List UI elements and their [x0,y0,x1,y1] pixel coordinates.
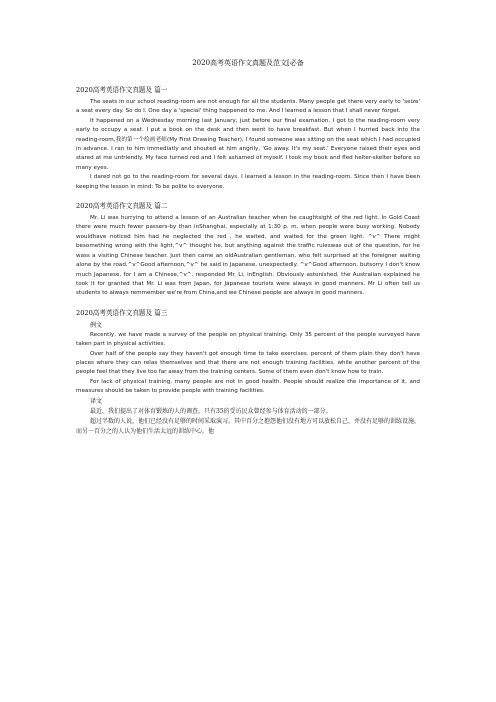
paragraph: The seats in our school reading-room are not enough for all the students. Many people get there very early to 'seize' a seat every day. So do I. One day a 'special' thing happened to me. And I learned a lesson that I shall never forget. [76,99,420,115]
chinese-paragraph: 超过半数的人说，他们已经没有足够的时间采取演习。其中百分之抱怨他们没有地方可以放松自己，并没有足够的训练设施，而另一百分之的人认为他们生活太远的训练中心。他 [76,417,421,435]
section-heading: 2020高考英语作文真题及 篇三 [76,308,168,317]
paragraph: I dared not go to the reading-room for several days. I learned a lesson in the reading-room. Since then I have been keeping the lesson in mind: To be polite to everyone. [76,174,420,190]
paragraph: For lack of physical training, many people are not in good health. People should realize the importance of it, and measures should be taken to provide people with training facilities. [76,378,420,395]
section-heading: 2020高考英语作文真题及 篇二 [76,202,168,211]
chinese-paragraph: 最近，我们提出了对体育锻炼的人的调查。只有35的受访民众曾经参与体育活动的一部分。 [90,407,332,415]
paragraph: Mr. Li was hurrying to attend a lesson of an Australian teacher when he caughtsight of the red light. In Gold Coast there were much fewer passers-by than inShanghai, especially at 1:30 p. m. when people were busy working. Nobody wouldhave noticed him had he neglected the red , he waited, and waited for the green light. ^v^ There might besomething wrong with the light,^v^ thought he, but anything against the traffic ruleswas out of the question, for he wass a visiting Chinese teacher. Just then came an oldAustralian gentleman, who felt surprised at the foreigner waiting alone by the road.^v^Good afternoon,^v^ he said in Japanese, unexpectedly. ^v^Good afternoon, butsorry I don't know much Japanese, for I am a Chinese,^v^. responded Mr. Li, inEnglish. Obviously astonished, the Australian explained he took it for granted that Mr. Li was from Japan, for Japanese tourists were always in good manners. Mr Li often tell us students to always remmember we're from China,and we Chinese people are always in good manners. [76,215,420,297]
section-3 [76,309,420,437]
document-title: 2020高考英语作文真题及范文[必备 [192,59,304,67]
paragraph: It happened on a Wednesday morning last January, just before our final examation. I got to the reading-room very early to occupy a seat. I put a book on the desk and then went to have breakfast. But when I hurried back into the reading-room,我的第一个绘画老师(My First Drawing Teacher), I found someone was sitting on the seat which I had occupied in advance. I ran to him immediatly and shouted at him angrily, 'Go away. It's my seat.' Everyone raised their eyes and stared at me unfriendly. My face turned red and I felt ashamed of myself. I took my book and fled helter-skelter before so many eyes. [76,117,420,171]
translation-label: 译文 [90,397,103,405]
document-body [76,86,420,447]
section-1 [76,86,420,192]
section-2 [76,202,420,299]
paragraph: Over half of the people say they haven't got enough time to take exercises. percent of them plain they don't have places where they can relax themselves and that there are not enough training facilities, while another percent of the people feel that they live too far away from the training centers. Some of them even don't know how to train. [76,350,420,376]
paragraph: Recently, we have made a survey of the people on physical training. Only 35 percent of the people surveyed have taken part in physical activities. [76,331,420,348]
section-heading: 2020高考英语作文真题及 篇一 [76,86,168,94]
example-label: 例文 [90,321,103,329]
